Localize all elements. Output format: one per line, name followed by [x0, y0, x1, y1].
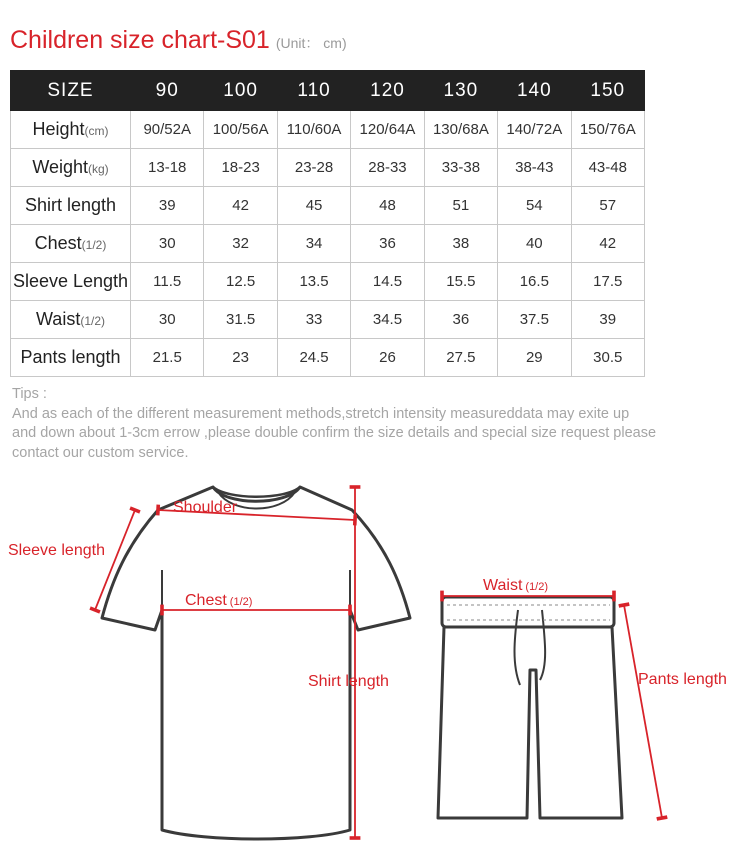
- size-table-row: [11, 225, 645, 263]
- size-value-cell: 23-28: [277, 149, 350, 187]
- size-table-row: [11, 149, 645, 187]
- shirt-length-label: Shirt length: [308, 673, 389, 690]
- size-table-row: [11, 187, 645, 225]
- size-value-cell: 38: [424, 225, 497, 263]
- header-cell: 140: [498, 71, 571, 111]
- size-value-cell: 51: [424, 187, 497, 225]
- size-value-cell: 11.5: [131, 263, 204, 301]
- chest-label-suffix: (1/2): [229, 596, 253, 608]
- size-value-cell: 36: [351, 225, 424, 263]
- row-label: Weight: [32, 157, 89, 177]
- size-value-cell: 33-38: [424, 149, 497, 187]
- size-value-cell: 13.5: [277, 263, 350, 301]
- size-value-cell: 30: [131, 301, 204, 339]
- size-value-cell: 43-48: [571, 149, 644, 187]
- row-label: Sleeve Length: [12, 271, 129, 291]
- row-label-cell: [11, 263, 131, 301]
- tips-heading: Tips :: [12, 386, 47, 402]
- size-value-cell: 140/72A: [498, 111, 571, 149]
- size-value-cell: 37.5: [498, 301, 571, 339]
- tips-line: and down about 1-3cm errow ,please double confirm the size details and special size request please: [12, 425, 657, 441]
- row-label-suffix: (cm): [84, 124, 109, 138]
- size-value-cell: 30.5: [571, 339, 644, 377]
- size-value-cell: 31.5: [204, 301, 277, 339]
- chest-label-text: Chest: [185, 592, 227, 609]
- size-table-header-row: [11, 71, 645, 111]
- size-value-cell: 54: [498, 187, 571, 225]
- row-label-cell: [11, 187, 131, 225]
- size-value-cell: 24.5: [277, 339, 350, 377]
- row-label: Chest: [34, 233, 82, 253]
- size-value-cell: 34: [277, 225, 350, 263]
- size-value-cell: 150/76A: [571, 111, 644, 149]
- row-label-suffix: (1/2): [81, 238, 107, 252]
- size-value-cell: 14.5: [351, 263, 424, 301]
- size-value-cell: 42: [571, 225, 644, 263]
- size-value-cell: 57: [571, 187, 644, 225]
- header-cell: 130: [424, 71, 497, 111]
- size-value-cell: 40: [498, 225, 571, 263]
- shorts-illustration: [438, 597, 622, 818]
- size-value-cell: 39: [131, 187, 204, 225]
- size-value-cell: 27.5: [424, 339, 497, 377]
- row-label-cell: [11, 111, 131, 149]
- size-value-cell: 21.5: [131, 339, 204, 377]
- tshirt-illustration: [102, 487, 410, 839]
- size-value-cell: 48: [351, 187, 424, 225]
- size-value-cell: 16.5: [498, 263, 571, 301]
- row-label: Waist: [35, 309, 81, 329]
- row-label: Height: [32, 119, 85, 139]
- row-label-suffix: (kg): [88, 162, 109, 176]
- size-value-cell: 29: [498, 339, 571, 377]
- sleeve-length-label: Sleeve length: [8, 542, 105, 559]
- size-value-cell: 32: [204, 225, 277, 263]
- row-label-cell: [11, 301, 131, 339]
- size-value-cell: 130/68A: [424, 111, 497, 149]
- size-value-cell: 38-43: [498, 149, 571, 187]
- header-cell: 90: [131, 71, 204, 111]
- size-value-cell: 110/60A: [277, 111, 350, 149]
- shoulder-label: Shoulder: [173, 499, 238, 516]
- size-value-cell: 33: [277, 301, 350, 339]
- waist-label-text: Waist: [483, 577, 523, 594]
- size-value-cell: 90/52A: [131, 111, 204, 149]
- size-value-cell: 39: [571, 301, 644, 339]
- header-cell: 120: [351, 71, 424, 111]
- size-value-cell: 120/64A: [351, 111, 424, 149]
- waist-label: [483, 577, 548, 594]
- size-table-row: [11, 111, 645, 149]
- tips-block: [12, 385, 732, 463]
- size-value-cell: 45: [277, 187, 350, 225]
- size-value-cell: 26: [351, 339, 424, 377]
- size-value-cell: 15.5: [424, 263, 497, 301]
- row-label-cell: [11, 225, 131, 263]
- size-table: [10, 70, 645, 377]
- size-value-cell: 12.5: [204, 263, 277, 301]
- tips-line: contact our custom service.: [12, 444, 189, 461]
- size-value-cell: 13-18: [131, 149, 204, 187]
- row-label: Pants length: [20, 347, 121, 367]
- pants-length-label: Pants length: [638, 671, 727, 688]
- row-label-suffix: (1/2): [80, 314, 106, 328]
- size-value-cell: 42: [204, 187, 277, 225]
- size-value-cell: 36: [424, 301, 497, 339]
- size-value-cell: 28-33: [351, 149, 424, 187]
- size-value-cell: 34.5: [351, 301, 424, 339]
- waist-label-suffix: (1/2): [525, 581, 549, 593]
- tips-line: And as each of the different measurement methods,stretch intensity measureddata may exite up: [12, 405, 630, 422]
- row-label-cell: [11, 149, 131, 187]
- chart-title: [10, 26, 347, 66]
- size-value-cell: 17.5: [571, 263, 644, 301]
- chart-title-unit: (Unit： cm): [275, 35, 347, 51]
- size-value-cell: 18-23: [204, 149, 277, 187]
- size-value-cell: 100/56A: [204, 111, 277, 149]
- size-table-row: [11, 263, 645, 301]
- row-label-cell: [11, 339, 131, 377]
- header-cell: 110: [277, 71, 350, 111]
- size-value-cell: 30: [131, 225, 204, 263]
- header-cell: 100: [204, 71, 277, 111]
- size-table-row: [11, 301, 645, 339]
- measurement-diagram: [0, 470, 750, 860]
- size-value-cell: 23: [204, 339, 277, 377]
- size-table-row: [11, 339, 645, 377]
- header-cell-size: SIZE: [11, 71, 131, 111]
- chart-title-main: Children size chart-S01: [10, 26, 270, 54]
- row-label: Shirt length: [24, 195, 117, 215]
- header-cell: 150: [571, 71, 644, 111]
